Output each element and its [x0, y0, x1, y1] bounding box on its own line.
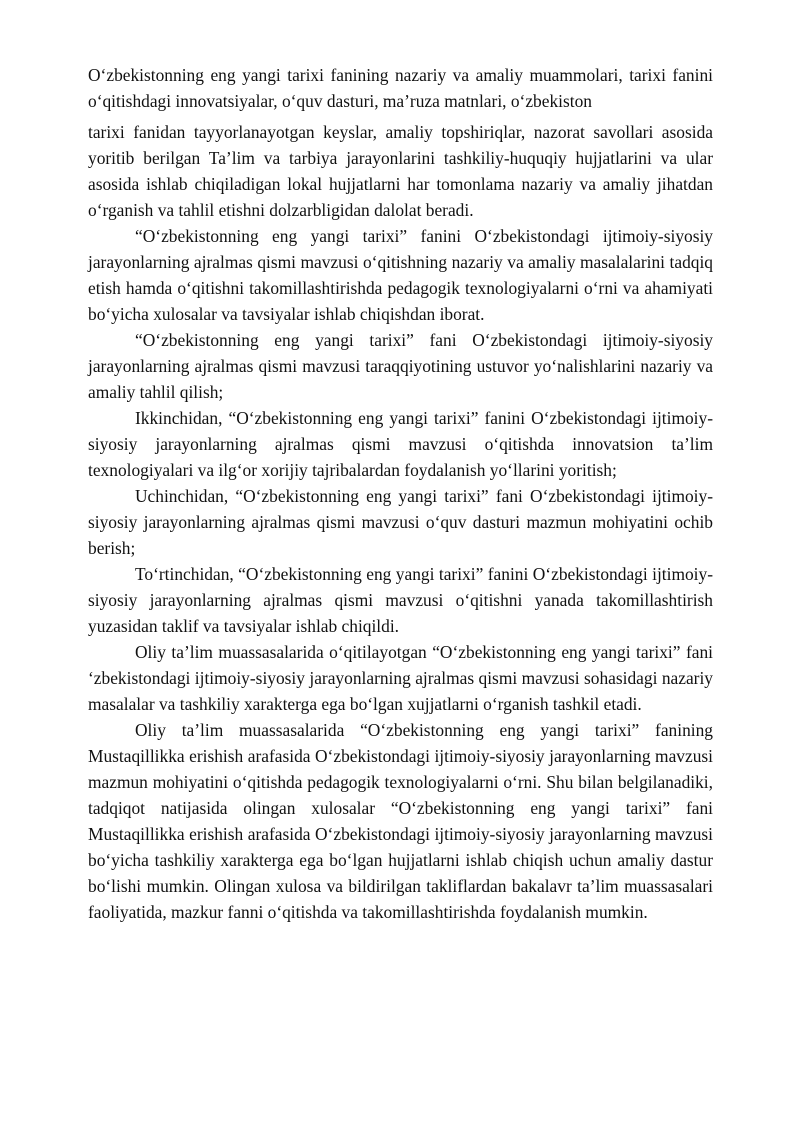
paragraph-intro-line: O‘zbekistonning eng yangi tarixi fanining nazariy va amaliy muammolari, tarixi fanini o‘qitishdagi innovatsiyalar, o‘quv dasturi, ma’ruza matnlari, o‘zbekiston — [88, 65, 713, 111]
paragraph-task-first: “O‘zbekistonning eng yangi tarixi” fani O‘zbekistondagi ijtimoiy-siyosiy jarayonlarning ajralmas qismi mavzusi taraqqiyotining ustuvor yo‘nalishlarini nazariy va amaliy tahlil qilish; — [88, 330, 713, 402]
paragraph-object: Oliy ta’lim muassasalarida o‘qitilayotgan “O‘zbekistonning eng yangi tarixi” fani ‘zbekistondagi ijtimoiy-siyosiy jarayonlarning ajralmas qismi mavzusi sohasidagi nazariy masalalar va tashkiliy xarakterga ega bo‘lgan xujjatlarni o‘rganish tashkil etadi. — [88, 642, 713, 714]
paragraph-subject-goal: “O‘zbekistonning eng yangi tarixi” fanini O‘zbekistondagi ijtimoiy-siyosiy jarayonlarning ajralmas qismi mavzusi o‘qitishning nazariy va amaliy masalalarini tadqiq etish hamda o‘qitishni takomillashtirishda pedagogik texnologiyalarni o‘rni va ahamiyati bo‘yicha xulosalar va tavsiyalar ishlab chiqishdan iborat. — [88, 226, 713, 324]
paragraph-task-second: Ikkinchidan, “O‘zbekistonning eng yangi tarixi” fanini O‘zbekistondagi ijtimoiy-siyosiy jarayonlarning ajralmas qismi mavzusi o‘qitishda innovatsion ta’lim texnologiyalari va ilg‘or xorijiy tajribalardan foydalanish yo‘llarini yoritish; — [88, 408, 713, 480]
paragraph-intro-continuation: tarixi fanidan tayyorlanayotgan keyslar, amaliy topshiriqlar, nazorat savollari asosida yoritib berilgan Ta’lim va tarbiya jarayonlarini tashkiliy-huquqiy hujjatlarini va ular asosida ishlab chiqiladigan lokal hujjatlarni har tomonlama nazariy va amaliy jihatdan o‘rganish va tahlil etishni dolzarbligidan dalolat beradi. — [88, 122, 713, 220]
document-body — [88, 62, 713, 925]
paragraph-task-fourth: To‘rtinchidan, “O‘zbekistonning eng yangi tarixi” fanini O‘zbekistondagi ijtimoiy-siyosiy jarayonlarning ajralmas qismi mavzusi o‘qitishni yanada takomillashtirish yuzasidan taklif va tavsiyalar ishlab chiqildi. — [88, 564, 713, 636]
paragraph-practical-value: Oliy ta’lim muassasalarida “O‘zbekistonning eng yangi tarixi” fanining Mustaqillikka erishish arafasida O‘zbekistondagi ijtimoiy-siyosiy jarayonlarning mavzusi mazmun mohiyatini o‘qitishda pedagogik texnologiyalarni o‘rni. Shu bilan belgilanadiki, tadqiqot natijasida olingan xulosalar “O‘zbekistonning eng yangi tarixi” fani Mustaqillikka erishish arafasida O‘zbekistondagi ijtimoiy-siyosiy jarayonlarning mavzusi bo‘yicha tashkiliy xarakterga ega bo‘lgan hujjatlarni ishlab chiqish uchun amaliy dastur bo‘lishi mumkin. Olingan xulosa va bildirilgan takliflardan bakalavr ta’lim muassasalari faoliyatida, mazkur fanni o‘qitishda va takomillashtirishda foydalanish mumkin. — [88, 720, 713, 922]
paragraph-task-third: Uchinchidan, “O‘zbekistonning eng yangi tarixi” fani O‘zbekistondagi ijtimoiy-siyosiy jarayonlarning ajralmas qismi mavzusi o‘quv dasturi mazmun mohiyatini ochib berish; — [88, 486, 713, 558]
